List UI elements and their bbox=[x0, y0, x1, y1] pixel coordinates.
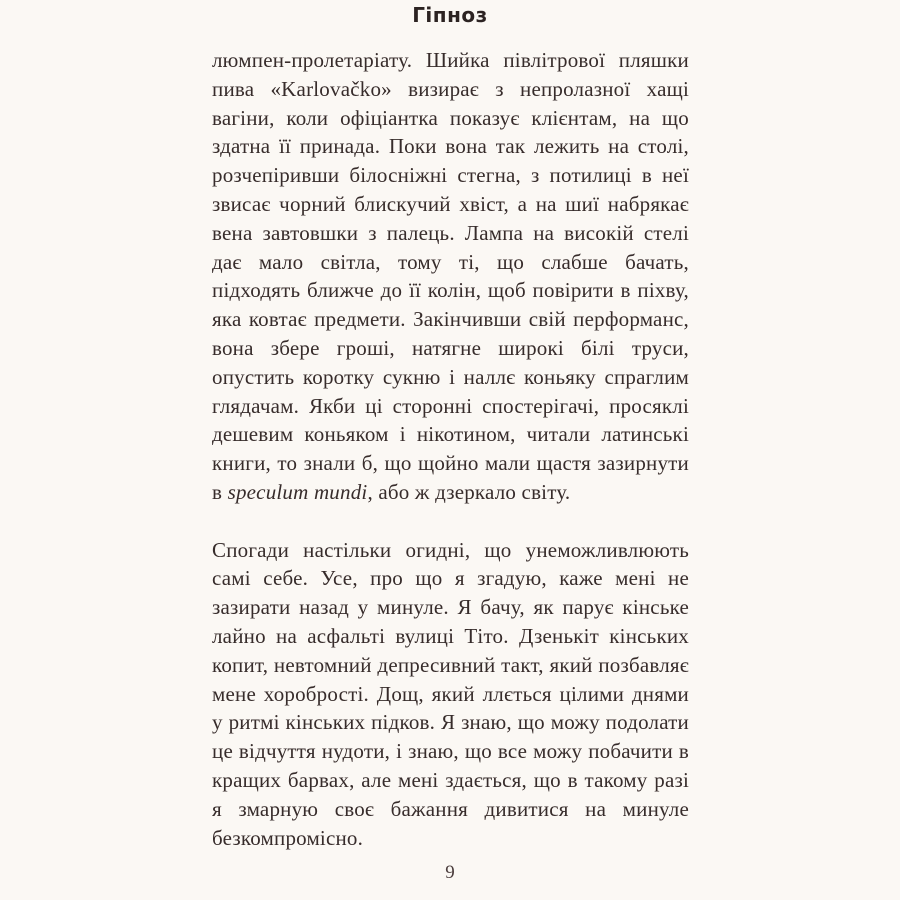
page-number: 9 bbox=[445, 862, 455, 883]
paragraph bbox=[212, 46, 689, 507]
paragraph bbox=[212, 536, 689, 853]
paragraph-text: , або ж дзеркало світу. bbox=[367, 479, 571, 504]
body-text bbox=[212, 46, 689, 881]
paragraph-text: люмпен-пролетаріату. Шийка півлітрової пляшки пива «Karlovačko» визирає з непролазної хащі вагіни, коли офіціантка показує клієнтам, на що здатна її принада. Поки вона так лежить на столі, розчепіривши білосніжні стегна, з потилиці в неї звисає чорний блискучий хвіст, а на шиї набрякає вена завтовшки з палець. Лампа на високій стелі дає мало світла, тому ті, що слабше бачать, підходять ближче до її колін, щоб повірити в піхву, яка ковтає предмети. Закінчивши свій перформанс, вона збере гроші, натягне широкі білі труси, опустить коротку сукню і наллє коньяку спраглим глядачам. Якби ці сторонні спостерігачі, просяклі дешевим коньяком і нікотином, читали латинські книги, то знали б, що щойно мали щастя зазирнути в bbox=[212, 48, 689, 504]
running-title: Гіпноз bbox=[412, 3, 488, 27]
paragraph-text: Спогади настільки огидні, що унеможливлюють самі себе. Усе, про що я згадую, каже мені не зазирати назад у минуле. Я бачу, як парує кінське лайно на асфальті вулиці Тіто. Дзенькіт кінських копит, невтомний депресивний такт, який позбавляє мене хоробрості. Дощ, який ллється цілими днями у ритмі кінських підков. Я знаю, що можу подолати це відчуття нудоти, і знаю, що все можу побачити в кращих барвах, але мені здається, що в такому разі я змарную своє бажання дивитися на минуле безкомпромісно. bbox=[212, 537, 689, 850]
paragraph-text-italic: speculum mundi bbox=[227, 479, 368, 504]
